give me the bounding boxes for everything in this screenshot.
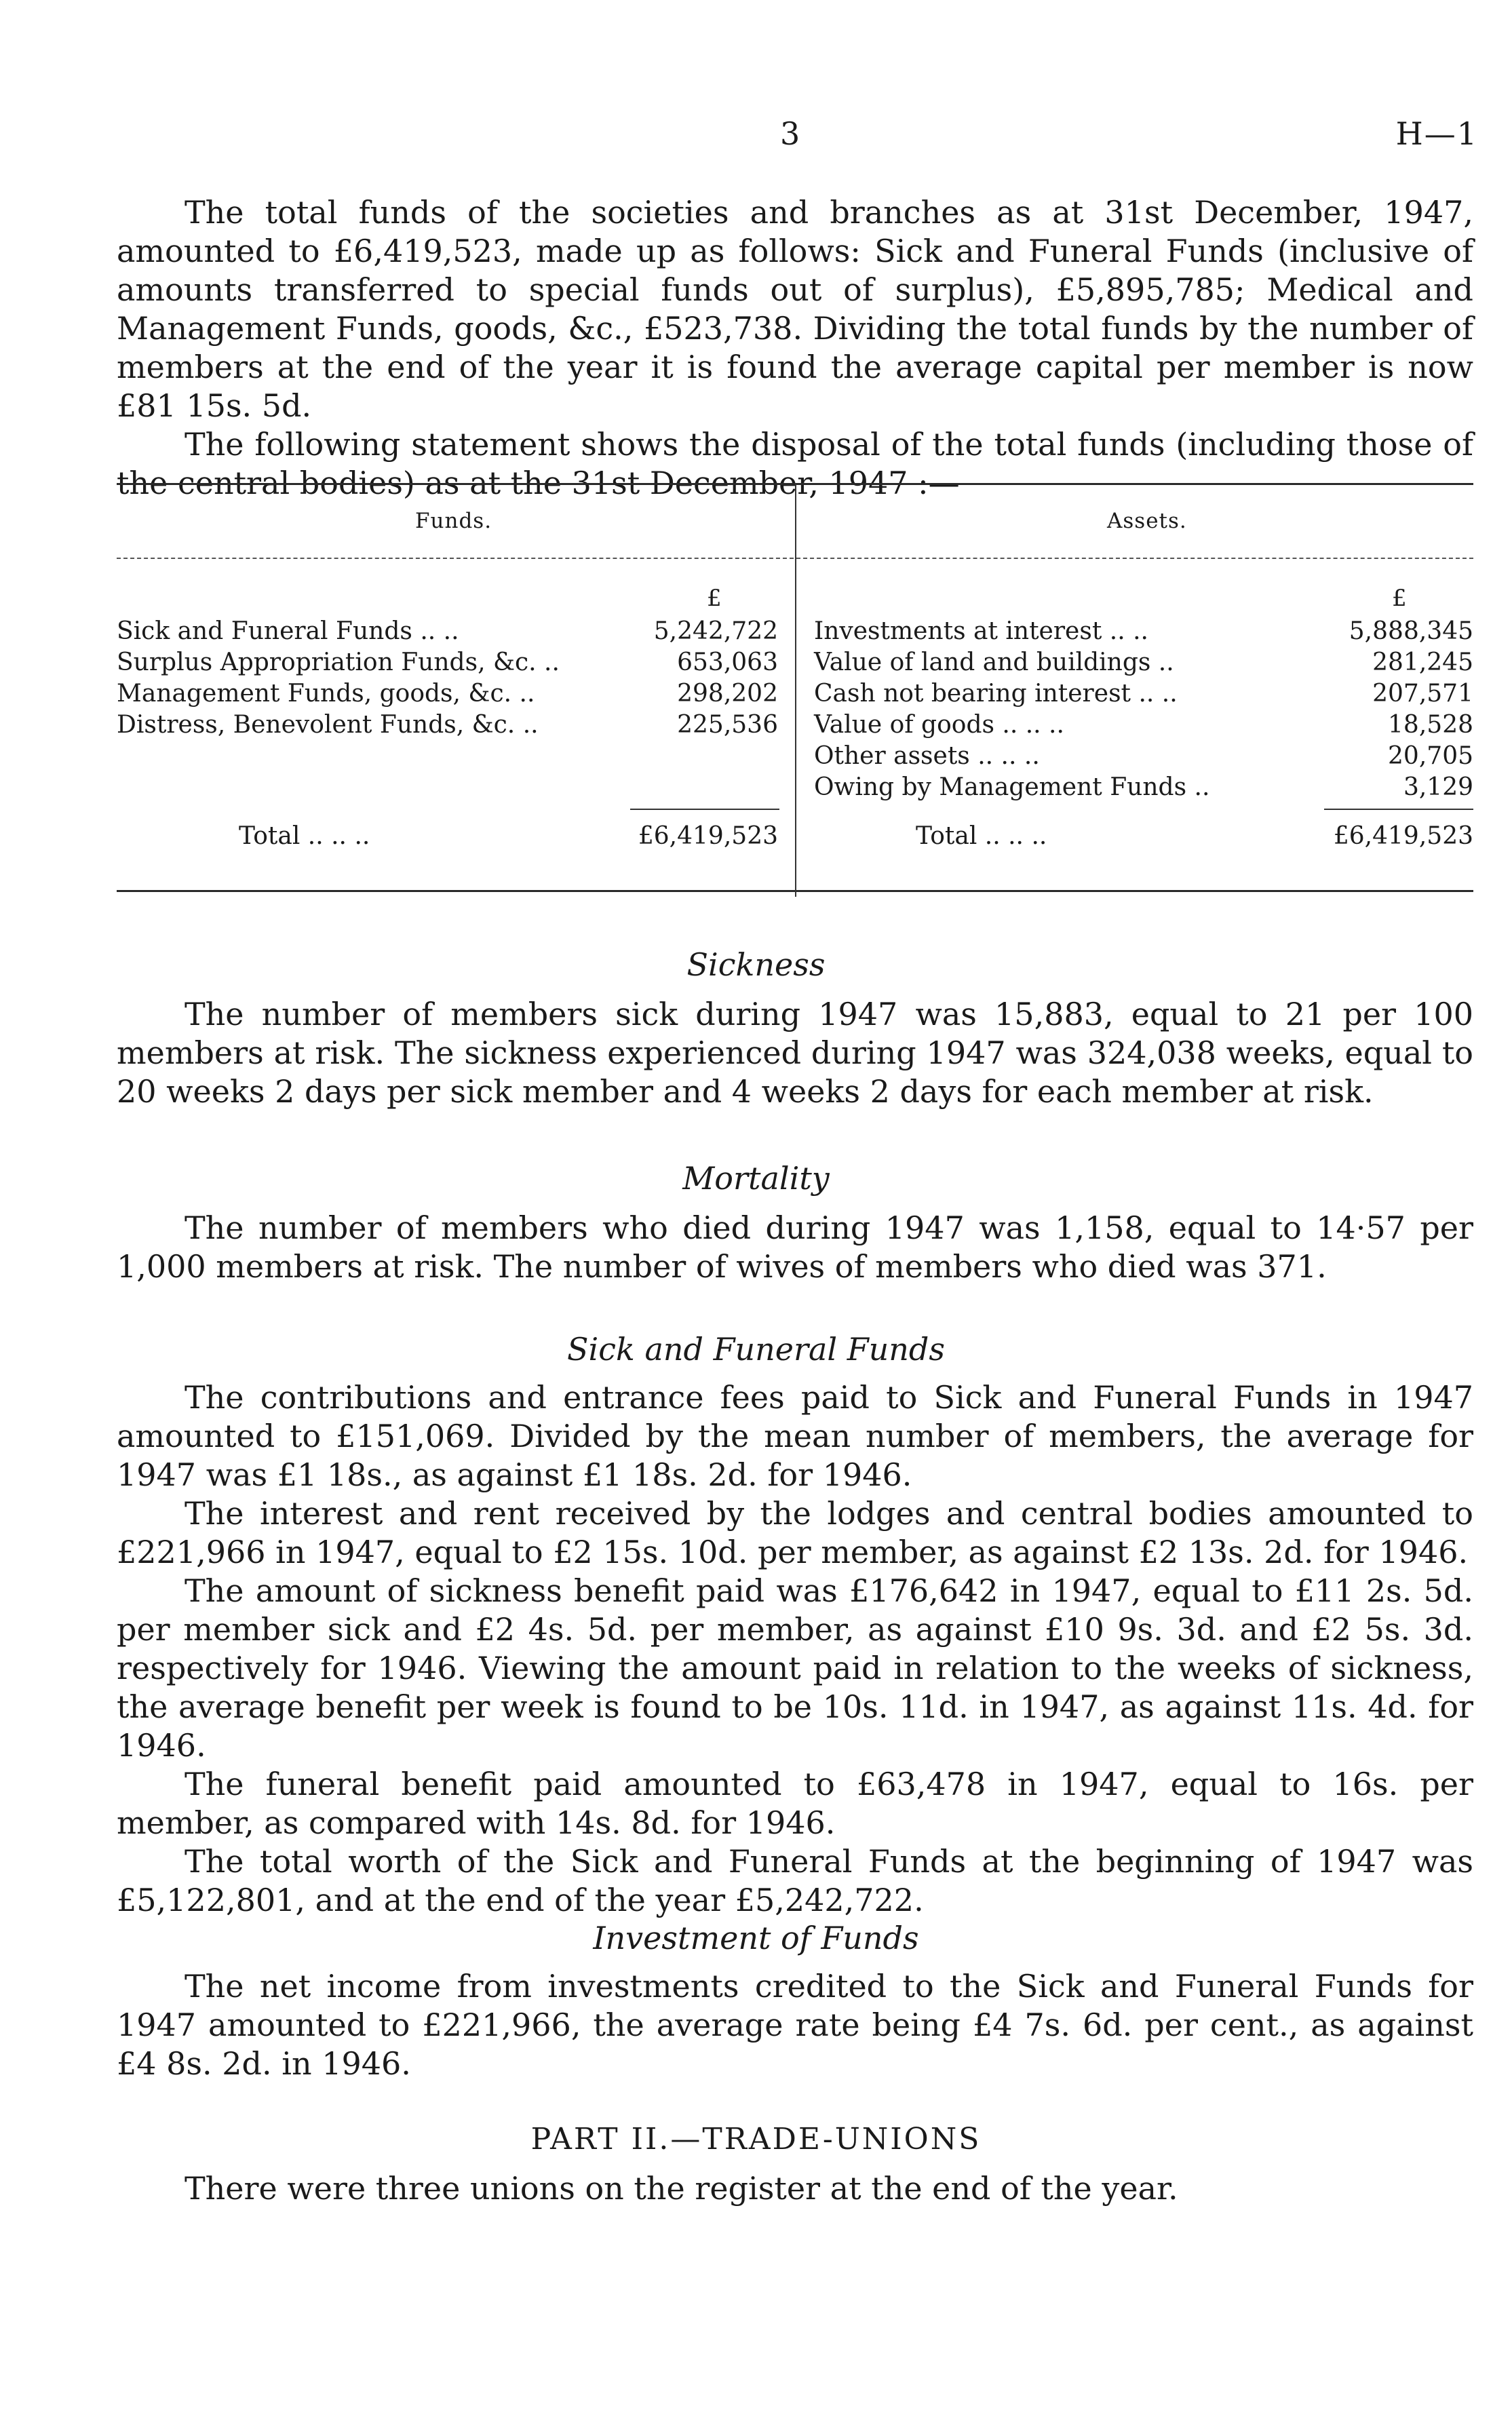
document-code: H—1 (1395, 115, 1478, 152)
sick-funeral-paragraph: The interest and rent received by the lodges and central bodies amounted to £221,966 in 1947, equal to £2 15s. 10d. per member, as against £2 13s. 2d. for 1946. (117, 1495, 1473, 1570)
sick-funeral-paragraph: The total worth of the Sick and Funeral Funds at the beginning of 1947 was £5,122,801, and at the end of the year £5,242,722. (117, 1843, 1473, 1918)
fund-label: Surplus Appropriation Funds, &c. .. (117, 649, 560, 676)
part-two-section (117, 2169, 1473, 2208)
asset-row (814, 711, 1473, 741)
fund-row (117, 617, 778, 648)
asset-label: Investments at interest .. .. (814, 617, 1148, 645)
table-divider (795, 483, 796, 897)
fund-amount: 225,536 (677, 711, 778, 739)
funds-column-heading: Funds. (415, 509, 492, 533)
asset-amount: 18,528 (1388, 711, 1473, 739)
asset-label: Owing by Management Funds .. (814, 773, 1210, 801)
asset-label: Other assets .. .. .. (814, 742, 1040, 770)
funds-currency-symbol: £ (707, 585, 722, 612)
investment-section (117, 1967, 1473, 2083)
mortality-heading: Mortality (682, 1160, 830, 1197)
assets-total-rule (1324, 809, 1473, 810)
sick-funeral-paragraph: The amount of sickness benefit paid was £176,642 in 1947, equal to £11 2s. 5d. per member sick and £2 4s. 5d. per member, as against £10 9s. 3d. and £2 5s. 3d. respectively for 1946. Viewing the amount paid in relation to the weeks of sickness, the average benefit per week is found to be 10s. 11d. in 1947, as against 11s. 4d. for 1946. (117, 1572, 1473, 1764)
asset-row (814, 742, 1473, 773)
part-two-heading: PART II.—TRADE-UNIONS (530, 2122, 982, 2156)
funds-total-row (117, 822, 778, 853)
page-number: 3 (780, 115, 800, 152)
asset-amount: 5,888,345 (1349, 617, 1473, 645)
part-two-paragraph: There were three unions on the register at the end of the year. (185, 2170, 1178, 2207)
fund-label: Management Funds, goods, &c. .. (117, 680, 535, 708)
asset-row (814, 649, 1473, 679)
mortality-section (117, 1209, 1473, 1286)
page-header (0, 115, 1512, 170)
fund-row (117, 649, 778, 679)
asset-amount: 3,129 (1403, 773, 1473, 801)
assets-currency-symbol: £ (1392, 585, 1407, 612)
asset-label: Value of land and buildings .. (814, 649, 1174, 676)
asset-row (814, 617, 1473, 648)
funds-total-label: Total .. .. .. (239, 822, 370, 850)
sick-funeral-paragraph: The funeral benefit paid amounted to £63,478 in 1947, equal to 16s. per member, as compared with 14s. 8d. for 1946. (117, 1766, 1473, 1841)
sickness-paragraph: The number of members sick during 1947 was 15,883, equal to 21 per 100 members at risk. The sickness experienced during 1947 was 324,038 weeks, equal to 20 weeks 2 days per sick member and 4 weeks 2 days for each member at risk. (117, 996, 1473, 1110)
fund-row (117, 711, 778, 741)
fund-amount: 653,063 (677, 649, 778, 676)
asset-amount: 207,571 (1372, 680, 1473, 708)
sickness-heading: Sickness (686, 946, 826, 983)
fund-label: Sick and Funeral Funds .. .. (117, 617, 459, 645)
fund-row (117, 680, 778, 710)
asset-amount: 20,705 (1388, 742, 1473, 770)
investment-paragraph: The net income from investments credited to the Sick and Funeral Funds for 1947 amounted to £221,966, the average rate being £4 7s. 6d. per cent., as against £4 8s. 2d. in 1946. (117, 1968, 1473, 2082)
asset-row (814, 680, 1473, 710)
investment-heading: Investment of Funds (593, 1920, 919, 1956)
asset-amount: 281,245 (1372, 649, 1473, 676)
funds-total-rule (630, 809, 779, 810)
funds-total-amount: £6,419,523 (638, 822, 778, 850)
assets-column-heading: Assets. (1107, 509, 1187, 533)
asset-row (814, 773, 1473, 804)
fund-amount: 5,242,722 (653, 617, 778, 645)
sick-funeral-section (117, 1378, 1473, 1920)
sick-funeral-paragraph: The contributions and entrance fees paid to Sick and Funeral Funds in 1947 amounted to £151,069. Divided by the mean number of members, the average for 1947 was £1 18s., as against £1 18s. 2d. for 1946. (117, 1379, 1473, 1493)
intro-section (117, 193, 1473, 503)
funds-assets-table (117, 483, 1473, 898)
sick-funeral-heading: Sick and Funeral Funds (567, 1331, 945, 1368)
asset-label: Cash not bearing interest .. .. (814, 680, 1178, 708)
intro-paragraph: The following statement shows the disposal of the total funds (including those of the central bodies) as at the 31st December, 1947 :— (117, 426, 1473, 501)
assets-total-row (814, 822, 1473, 853)
sickness-section (117, 995, 1473, 1111)
asset-label: Value of goods .. .. .. (814, 711, 1064, 739)
assets-total-amount: £6,419,523 (1333, 822, 1473, 850)
mortality-paragraph: The number of members who died during 1947 was 1,158, equal to 14·57 per 1,000 members at risk. The number of wives of members who died was 371. (117, 1210, 1473, 1285)
fund-label: Distress, Benevolent Funds, &c. .. (117, 711, 539, 739)
assets-total-label: Total .. .. .. (916, 822, 1047, 850)
fund-amount: 298,202 (677, 680, 778, 708)
intro-paragraph: The total funds of the societies and branches as at 31st December, 1947, amounted to £6,419,523, made up as follows: Sick and Funeral Funds (inclusive of amounts transferred to special funds out of surplus), £5,895,785; Medical and Management Funds, goods, &c., £523,738. Dividing the total funds by the number of members at the end of the year it is found the average capital per member is now £81 15s. 5d. (117, 194, 1473, 424)
